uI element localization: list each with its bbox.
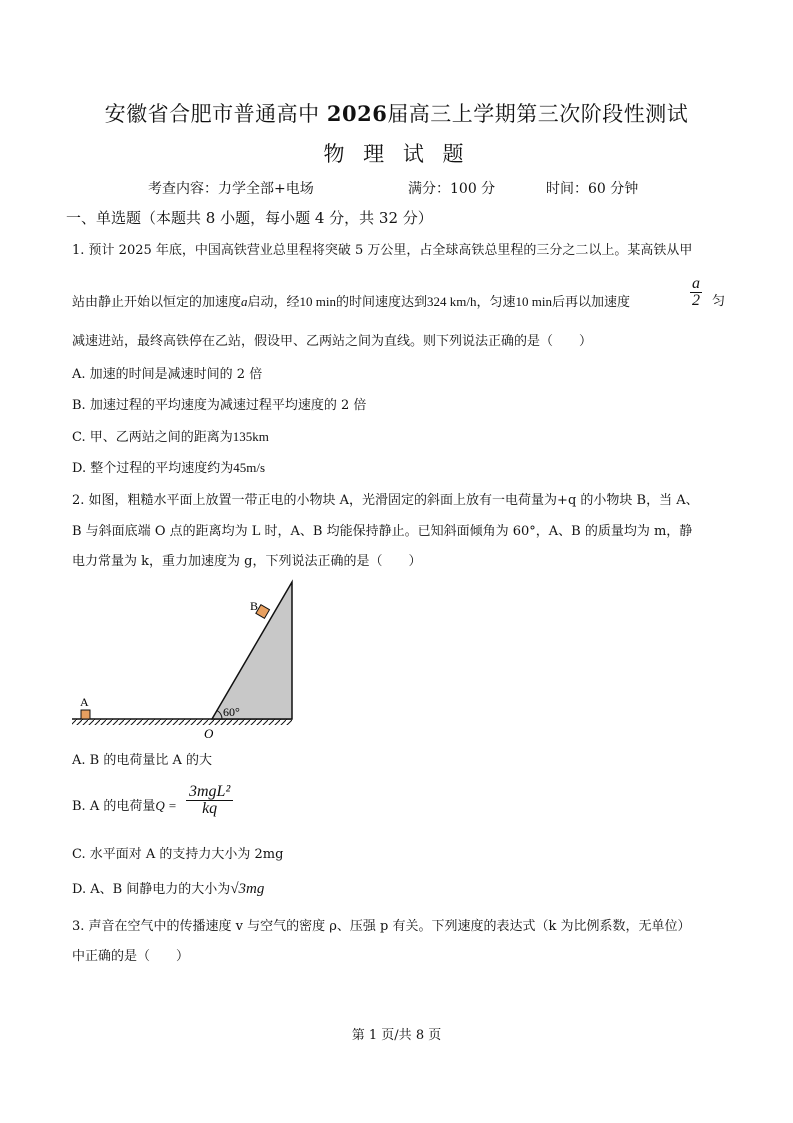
label-b: B <box>250 599 259 613</box>
q1-text: 后再以加速度 <box>552 295 631 310</box>
q2-option-d-value: √3mg <box>230 881 265 897</box>
angle-label: 60° <box>223 705 240 719</box>
q2-line3: 电力常量为 k，重力加速度为 g，下列说法正确的是（ ） <box>72 554 422 569</box>
q1-line2-end: 匀 <box>712 294 726 309</box>
q1-option-d-text: D. 整个过程的平均速度约为 <box>72 461 234 476</box>
fraction-numerator: a <box>692 275 700 292</box>
q2-line2: B 与斜面底端 O 点的距离均为 L 时，A、B 均能保持静止。已知斜面倾角为 60°，A、B 的质量均为 m，静 <box>72 524 693 539</box>
exam-content-scope: 考查内容：力学全部+电场 <box>148 181 314 197</box>
q1-var-a: a <box>241 294 248 309</box>
exam-title <box>0 98 793 128</box>
q3-line2: 中正确的是（ ） <box>72 949 190 964</box>
title-year: 2026 <box>326 101 388 126</box>
section-heading: 一、单选题（本题共 8 小题，每小题 4 分，共 32 分） <box>66 209 433 227</box>
block-a <box>81 710 90 719</box>
q1-text: 启动，经 <box>247 295 300 310</box>
q1-text: 的时间速度达到 <box>336 295 428 310</box>
q1-fraction-a-over-2 <box>690 276 702 309</box>
q3-line1: 3. 声音在空气中的传播速度 v 与空气的密度 ρ、压强 p 有关。下列速度的表达式（k 为比例系数，无单位） <box>72 919 691 934</box>
q1-option-b: B. 加速过程的平均速度为减速过程平均速度的 2 倍 <box>72 398 367 413</box>
q1-time-1: 10 min <box>299 294 337 309</box>
incline-diagram <box>70 576 310 746</box>
q2-option-d-text: D. A、B 间静电力的大小为 <box>72 882 231 897</box>
q2-line1: 2. 如图，粗糙水平面上放置一带正电的小物块 A，光滑固定的斜面上放有一电荷量为+q 的小物块 B，当 A、 <box>72 493 699 508</box>
q1-speed: 324 km/h <box>427 294 477 309</box>
q1-line3: 减速进站，最终高铁停在乙站，假设甲、乙两站之间为直线。则下列说法正确的是（ ） <box>72 334 593 349</box>
exam-time-limit: 时间：60 分钟 <box>546 181 639 197</box>
q2-option-a: A. B 的电荷量比 A 的大 <box>72 753 212 768</box>
page-number: 第 1 页/共 8 页 <box>351 1028 442 1043</box>
q2-option-d <box>72 880 264 899</box>
title-exam: 届高三上学期第三次阶段性测试 <box>387 102 689 126</box>
fraction-denominator: kq <box>202 800 218 817</box>
q1-text: 站由静止开始以恒定的加速度 <box>72 295 242 310</box>
q1-text: ，匀速 <box>476 295 516 310</box>
q2-option-b-text: B. A 的电荷量 <box>72 799 156 814</box>
q1-option-d-value: 45m/s <box>233 460 266 475</box>
label-o: O <box>204 726 214 741</box>
label-a: A <box>80 695 89 709</box>
q1-line1: 1. 预计 2025 年底，中国高铁营业总里程将突破 5 万公里，占全球高铁总里程的三分之二以上。某高铁从甲 <box>72 243 693 258</box>
q2-option-b-lhs: Q = <box>155 798 177 813</box>
fraction-numerator: 3mgL² <box>186 784 233 801</box>
exam-full-score: 满分：100 分 <box>408 181 496 197</box>
title-school: 安徽省合肥市普通高中 <box>104 102 320 126</box>
q1-option-c <box>72 428 269 447</box>
q1-option-a: A. 加速的时间是减速时间的 2 倍 <box>72 367 263 382</box>
q1-option-c-value: 135km <box>232 429 269 444</box>
q1-line2 <box>72 293 630 312</box>
q1-option-d <box>72 459 265 478</box>
exam-subtitle: 物 理 试 题 <box>323 142 470 166</box>
ground-hatching <box>72 719 292 725</box>
q1-time-2: 10 min <box>515 294 553 309</box>
q2-option-c: C. 水平面对 A 的支持力大小为 2mg <box>72 847 284 862</box>
fraction-denominator: 2 <box>692 292 700 309</box>
q2-option-b <box>72 797 177 816</box>
q2-option-b-fraction <box>186 784 233 817</box>
q1-option-c-text: C. 甲、乙两站之间的距离为 <box>72 430 233 445</box>
